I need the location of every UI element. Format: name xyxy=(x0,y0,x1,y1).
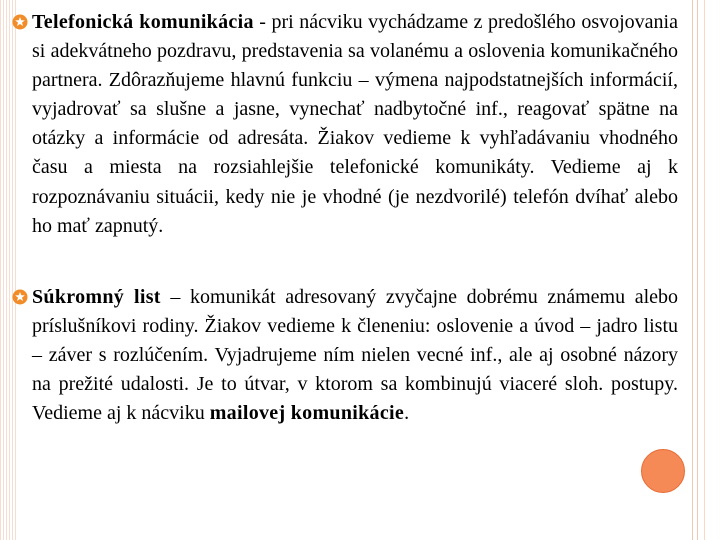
bullet-description: - pri nácviku vychádzame z predošlého osvojovania si adekvátneho pozdravu, predstavenia sa volanému a oslovenia komunikačného partnera. Zdôrazňujeme hlavnú funkciu – výmena najpodstatnejších informácií, vyjadrovať sa slušne a jasne, vynechať nadbytočné inf., reagovať spätne na otázky a informácie od adresáta. Žiakov vedieme k vyhľadávaniu vhodného času a miesta na rozsiahlejšie telefonické komunikáty. Vedieme aj k rozpoznávaniu situácii, kedy nie je vhodné (je nezdvorilé) telefón dvíhať alebo ho mať zapnutý. xyxy=(32,11,678,237)
star-bullet-icon xyxy=(12,14,28,30)
bullet-text xyxy=(32,283,678,428)
bullet-tail: . xyxy=(404,402,410,425)
bullet-term: Telefonická komunikácia xyxy=(32,11,254,33)
bullet-description: – komunikát adresovaný zvyčajne dobrému známemu alebo príslušníkovi rodiny. Žiakov vedieme k členeniu: oslovenie a úvod – jadro listu – záver s rozlúčením. Vyjadrujeme ním nielen vecné inf., ale aj osobné názory na prežité udalosti. Je to útvar, v ktorom sa kombinujú viaceré sloh. postupy. Vedieme aj k nácviku xyxy=(32,286,679,425)
bullet-item-private-letter xyxy=(12,283,678,428)
bullet-term-secondary: mailovej komunikácie xyxy=(209,402,405,425)
bullet-term: Súkromný list xyxy=(32,286,161,308)
orange-circle-decoration xyxy=(641,449,685,493)
bullet-item-telephone-communication xyxy=(12,8,678,241)
bullet-text xyxy=(32,8,678,241)
star-bullet-icon xyxy=(12,289,28,305)
